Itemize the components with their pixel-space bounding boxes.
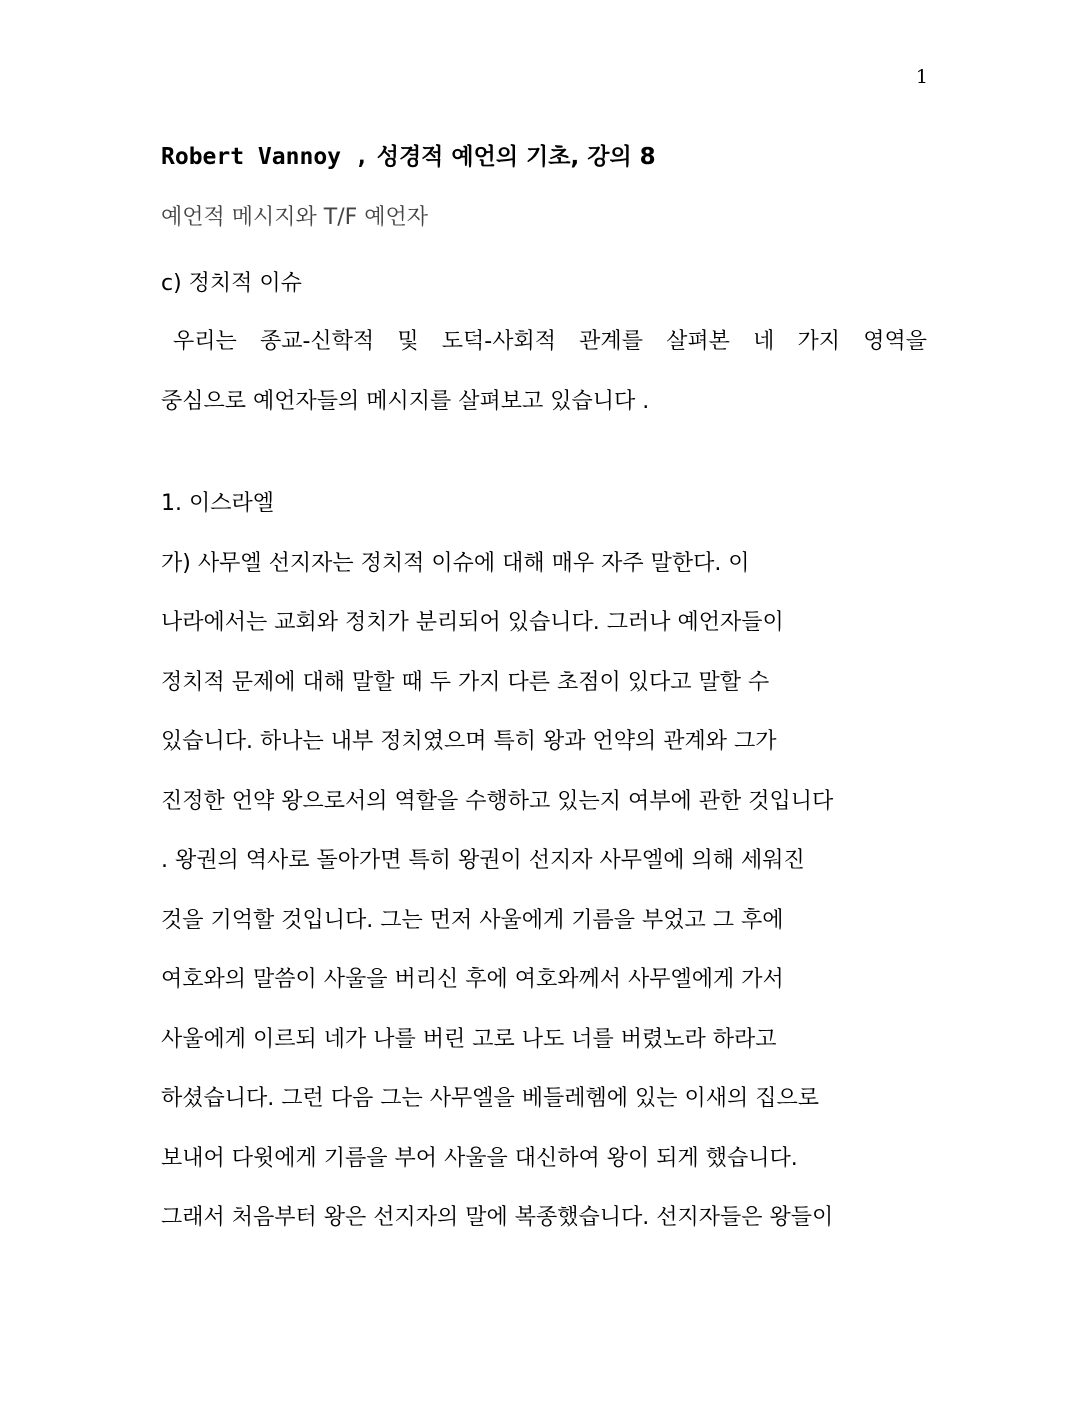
intro-line-2: 중심으로 예언자들의 메시지를 살펴보고 있습니다 . — [161, 389, 650, 414]
body-line: 사울에게 이르되 네가 나를 버린 고로 나도 너를 버렸노라 하라고 — [161, 1027, 777, 1052]
body-line: 진정한 언약 왕으로서의 역할을 수행하고 있는지 여부에 관한 것입니다 — [161, 789, 834, 814]
lecture-subtitle: 예언적 메시지와 T/F 예언자 — [161, 205, 429, 230]
lecture-title — [161, 138, 656, 171]
body-line: 하셨습니다. 그런 다음 그는 사무엘을 베들레헴에 있는 이새의 집으로 — [161, 1086, 819, 1111]
body-line: 나라에서는 교회와 정치가 분리되어 있습니다. 그러나 예언자들이 — [161, 610, 784, 635]
page-number: 1 — [915, 66, 928, 88]
body-line: 보내어 다윗에게 기름을 부어 사울을 대신하여 왕이 되게 했습니다. — [161, 1146, 798, 1171]
body-line: 것을 기억할 것입니다. 그는 먼저 사울에게 기름을 부었고 그 후에 — [161, 908, 784, 933]
body-line: . 왕권의 역사로 돌아가면 특히 왕권이 선지자 사무엘에 의해 세워진 — [161, 848, 805, 873]
body-line: 여호와의 말씀이 사울을 버리신 후에 여호와께서 사무엘에게 가서 — [161, 967, 784, 992]
body-line: 있습니다. 하나는 내부 정치였으며 특히 왕과 언약의 관계와 그가 — [161, 729, 777, 754]
section-heading-1: 1. 이스라엘 — [161, 491, 274, 516]
section-heading-c: c) 정치적 이슈 — [161, 271, 302, 296]
body-line: 그래서 처음부터 왕은 선지자의 말에 복종했습니다. 선지자들은 왕들이 — [161, 1205, 834, 1230]
title-author: Robert Vannoy , — [161, 144, 369, 170]
intro-line-1: 우리는 종교-신학적 및 도덕-사회적 관계를 살펴본 네 가지 영역을 — [173, 329, 927, 354]
title-text: 성경적 예언의 기초, 강의 8 — [376, 144, 656, 170]
body-line: 정치적 문제에 대해 말할 때 두 가지 다른 초점이 있다고 말할 수 — [161, 670, 770, 695]
body-line: 가) 사무엘 선지자는 정치적 이슈에 대해 매우 자주 말한다. 이 — [161, 551, 750, 576]
